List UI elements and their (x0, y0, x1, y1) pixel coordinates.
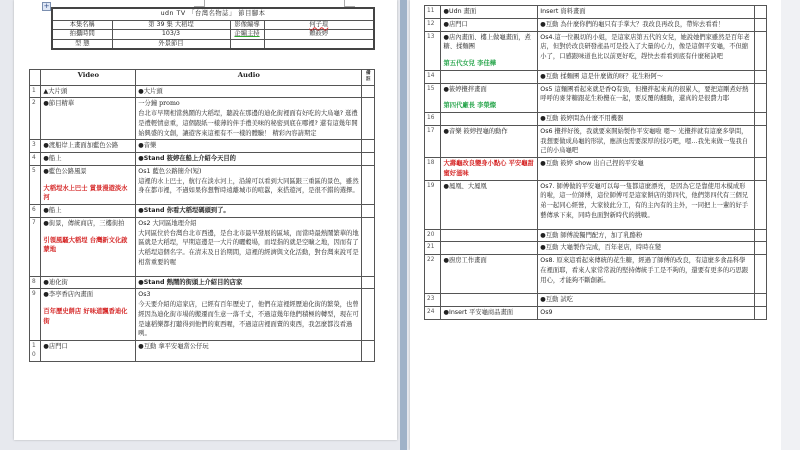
video-cell: ●船上 (41, 205, 136, 218)
script-table-left (29, 69, 375, 362)
table-row: 18 大壽龜改良變身小點心 平安龜甜蜜好滋味 ●互動 筱婷 show 出自己捏的平安龜 (425, 158, 767, 181)
episode-label: 本集名稱 (52, 20, 112, 30)
table-row: 8 ●迪化街 ●Stand 熱鬧的街頭上介紹目的店家 (30, 276, 375, 289)
audio-cell: Insert 資料畫面 (538, 6, 754, 19)
table-row: 24 ●Insert 平安龜商品畫面 Os9 (425, 307, 767, 320)
video-cell: ●店門口 (41, 341, 136, 362)
table-row: 13 ●店內畫面、樓上做龜畫面，煮糖、揉麵團 第五代女兒 李佳樺 Os4.這一位親切的小姐，是這家店第五代的女兒，她說她們家雖然是百年老店，但對於改良研發產品可是投入了大量的心力，像是這個平安龜，不但縮小了，口感跟味道也比以前更好吃，趕快去看看到底有什麼秘訣吧 (425, 31, 767, 70)
audio-cell (136, 289, 362, 341)
video-caption: 大稻埕水上巴士 賞景漫遊淡水河 (43, 184, 128, 202)
table-row: 15 ●筱婷攪拌畫面 第四代廠長 李榮燦 Os5 這麵團看起來就是香Q有勁，但攪拌起來真的很累人，要把這剛煮好熱呼呼的麥芽糖跟花生粉攪在一起，要反覆的翻動，還真的是很費力耶 (425, 83, 767, 113)
video-cell: ●鳳凰、大鳳凰 (441, 180, 538, 229)
audio-cell: Os8. 原來這看起來傳統的花生糖，經過了師傅的改良，有這麼多食品科學在裡面耶，看來人家常常說的堅持傳統手工是不夠的，還要有更多的巧思跟用心，才能夠不斷創新。 (538, 255, 754, 294)
note-cell (362, 217, 375, 276)
note-cell (754, 229, 766, 242)
table-row: 7 ●街景，傳統商店，三樓街拍 引領風騷大稻埕 台灣新文化啟蒙地 Os2 大同區地理介紹 大同區位於台灣台北市西邊，是台北市最早發展的區域，而當時最熱鬧繁華的地區就是大稻埕，早期這邊是一大片的曬穀場，而埕指的就是空曠之地，因而有了大稻埕這個名字。在清末及日治期間，這裡的經濟與文化活動，對台灣來說可是相當重要的喔 (30, 217, 375, 276)
audio-heading: Os2 大同區地理介紹 (138, 219, 197, 227)
video-cell: ●Insert 平安龜商品畫面 (441, 307, 538, 320)
note-cell (362, 98, 375, 140)
video-cell (441, 70, 538, 83)
note-cell (362, 341, 375, 362)
note-cell (754, 158, 766, 181)
audio-cell (136, 217, 362, 276)
table-row: 9 ●李亭香店內畫面 百年歷史餅店 好味道飄香迪化街 Os3 今天要介紹的這家店，已經有百年歷史了，他們在這裡經歷迪化街的繁榮，也曾經因為迪化街市場的搬遷而生意一落千丈，不過這幾年他們積極的轉型，現在可是連稻樂都打聽得到他們的東西喔，不過這店裡面賣的東西，我怎麼都沒看過咧。 (30, 289, 375, 341)
table-row: 23 ●互動 試吃 (425, 294, 767, 307)
table-row: 22 ●廚房工作畫面 Os8. 原來這看起來傳統的花生糖，經過了師傅的改良，有這麼多食品科學在裡面耶，看來人家常常說的堅持傳統手工是不夠的，還要有更多的巧思跟用心，才能夠不斷創新。 (425, 255, 767, 294)
audio-cell: ●互動 師傅說獨門配方，加了乳酪粉 (538, 229, 754, 242)
video-cell: ●藍色公路風景 大稻埕水上巴士 賞景漫遊淡水河 (41, 165, 136, 204)
video-cell: ●筱婷攪拌畫面 第四代廠長 李榮燦 (441, 83, 538, 113)
page-corner-mark (194, 0, 205, 7)
video-cell (441, 294, 538, 307)
video-cell (441, 242, 538, 255)
shoot-date-label: 拍攝時間 (52, 30, 112, 40)
note-header: 備註 (362, 70, 375, 86)
director-value: 何子瑄 (264, 20, 374, 30)
note-cell (754, 18, 766, 31)
num-header (30, 70, 41, 86)
note-cell (754, 180, 766, 229)
document-page-right[interactable] (410, 0, 781, 450)
table-row: 3 ●渡船岸上畫面加藍色公路 ●音樂 (30, 140, 375, 153)
video-cell: ●店門口 (441, 18, 538, 31)
host-label: 企編主持 (230, 30, 264, 40)
note-cell (754, 255, 766, 294)
format-value: 外景節目 (112, 39, 230, 49)
video-caption: 百年歷史餅店 好味道飄香迪化街 (43, 308, 128, 325)
video-cell: ▲大片頭 (41, 85, 136, 98)
audio-cell: ●大片頭 (136, 85, 362, 98)
note-cell (754, 70, 766, 83)
audio-text: 這裡的水上巴士，航行在淡水河上，沿線可以看到大同區跟三重區的景色，雖然身在都市裡，不過如果你想暫時遠離城市的喧囂，來搭遊河，是很不錯的選擇。 (138, 177, 359, 195)
video-cell: ●李亭香店內畫面 百年歷史餅店 好味道飄香迪化街 (41, 289, 136, 341)
video-caption: 引領風騷大稻埕 台灣新文化啟蒙地 (43, 236, 128, 254)
table-row: 1 ▲大片頭 ●大片頭 (30, 85, 375, 98)
audio-cell: ●互動 拿平安龜當公仔玩 (136, 341, 362, 362)
note-cell (754, 125, 766, 157)
script-title: udn TV 「台灣名物誌」 節目腳本 (52, 8, 374, 20)
table-row: 21 ●互動 大龜製作完成，百年老店，時時在變 (425, 242, 767, 255)
table-move-handle-icon[interactable]: + (43, 2, 50, 10)
video-cell: ●節目精華 (41, 98, 136, 140)
audio-text: 大同區位於台灣台北市西邊，是台北市最早發展的區域，而當時最熱鬧繁華的地區就是大稻埕，早期這邊是一大片的曬穀場，而埕指的就是空曠之地，因而有了大稻埕這個名字。在清末及日治期間，這裡的經濟與文化活動，對台灣來說可是相當重要的喔 (138, 229, 359, 266)
note-cell (362, 205, 375, 218)
note-cell (362, 153, 375, 166)
page-corner-mark (344, 0, 355, 7)
video-header: Video (41, 70, 136, 86)
note-cell (754, 6, 766, 19)
audio-cell: ●Stand 熱鬧的街頭上介紹目的店家 (136, 276, 362, 289)
audio-text: 今天要介紹的這家店，已經有百年歷史了，他們在這裡經歷迪化街的繁榮，也曾經因為迪化街市場的搬遷而生意一落千丈，不過這幾年他們積極的轉型，現在可是連稻樂都打聽得到他們的東西喔，不過這店裡面賣的東西，我怎麼都沒看過咧。 (138, 301, 359, 338)
audio-cell: ●Stand 筱婷在船上介紹今天目的 (136, 153, 362, 166)
video-cell: ●街景，傳統商店，三樓街拍 引領風騷大稻埕 台灣新文化啟蒙地 (41, 217, 136, 276)
note-cell (754, 294, 766, 307)
table-row: 2 ●節目精華 一分鐘 promo 台北市早期相當熱鬧的大稻埕，聽說在那邊的迪化街裡面有好吃的大烏龜? 逛禮是禮輕情意重，這個跟紙一樣薄的伴手禮美味的秘密到底在哪裡? 還有這幾年開始興盛的文創，讓遊客來這裡有不一樣的體驗！ 精彩內容請期定 (30, 98, 375, 140)
note-cell (754, 307, 766, 320)
director-label: 影像編導 (230, 20, 264, 30)
table-row: 12 ●店門口 ●互動 為什麼你們的龜只有手掌大？我改良再改良，帶妳去看看！ (425, 18, 767, 31)
audio-heading: Os1 藍色公路簡介(短) (138, 167, 202, 175)
audio-cell: ●互動 為什麼你們的龜只有手掌大？我改良再改良，帶妳去看看！ (538, 18, 754, 31)
header-info-table (51, 7, 375, 50)
audio-cell: ●互動 揉麵團 這是什麼做的呀？花生粉阿～ (538, 70, 754, 83)
audio-cell (136, 98, 362, 140)
audio-cell: ●Stand 你看大稻埕碼頭到了。 (136, 205, 362, 218)
audio-cell: Os6 攪拌好後，我就要來開始製作平安龜啦 嗯～ 光攪拌就有這麼多學問，我想要做成烏龜的形狀，應該也需要深厚的技巧吧，嗯…我先來做一隻我自己的小烏龜吧 (538, 125, 754, 157)
note-cell (362, 276, 375, 289)
video-cell: ●廚房工作畫面 (441, 255, 538, 294)
video-cell: ●Udn 畫面 (441, 6, 538, 19)
table-header-row (30, 70, 375, 86)
audio-cell: Os5 這麵團看起來就是香Q有勁，但攪拌起來真的很累人，要把這剛煮好熱呼呼的麥芽糖跟花生粉攪在一起，要反覆的翻動，還真的是很費力耶 (538, 83, 754, 113)
audio-cell (136, 165, 362, 204)
audio-cell: Os7. 師傅做的平安龜可以每一隻都這麼漂亮，是因為它是靠使用木模成形的啦，這一位師傅，這位師傅可是這家餅店的第四代，他們第四代有三個兄弟一起同心經營，大家彼此分工，有的主內有的主外，一同把上一輩的好手藝傳承下來，同時也面對新時代的挑戰。 (538, 180, 754, 229)
table-row: 10 ●店門口 ●互動 拿平安龜當公仔玩 (30, 341, 375, 362)
page-divider (400, 0, 407, 450)
note-cell (754, 83, 766, 113)
table-row: 17 ●音樂 筱婷捏龜的動作 Os6 攪拌好後，我就要來開始製作平安龜啦 嗯～ 光攪拌就有這麼多學問，我想要做成烏龜的形狀，應該也需要深厚的技巧吧，嗯…我先來做一隻我自己的小烏龜吧 (425, 125, 767, 157)
audio-cell: ●互動 大龜製作完成，百年老店，時時在變 (538, 242, 754, 255)
audio-cell: ●互動 試吃 (538, 294, 754, 307)
video-cell: ●店內畫面、樓上做龜畫面，煮糖、揉麵團 第五代女兒 李佳樺 (441, 31, 538, 70)
note-cell (362, 85, 375, 98)
table-row: 11 ●Udn 畫面 Insert 資料畫面 (425, 6, 767, 19)
episode-value: 第 39 集 大稻埕 (112, 20, 230, 30)
audio-cell: ●音樂 (136, 140, 362, 153)
audio-heading: 一分鐘 promo (138, 100, 180, 108)
note-cell (362, 289, 375, 341)
host-value: 賴筱婷 (264, 30, 374, 40)
audio-cell: ●互動 筱婷問為什麼不用機器 (538, 113, 754, 126)
audio-cell: Os9 (538, 307, 754, 320)
video-cell: ●音樂 筱婷捏龜的動作 (441, 125, 538, 157)
audio-text: 台北市早期相當熱鬧的大稻埕，聽說在那邊的迪化街裡面有好吃的大烏龜? 逛禮是禮輕情意重，這個跟紙一樣薄的伴手禮美味的秘密到底在哪裡? 還有這幾年開始興盛的文創，讓遊客來這裡有不一樣的體驗！ 精彩內容請期定 (138, 110, 358, 137)
audio-heading: Os3 (138, 291, 151, 299)
table-row: 20 ●互動 師傅說獨門配方，加了乳酪粉 (425, 229, 767, 242)
video-caption: 第五代女兒 李佳樺 (443, 60, 497, 67)
note-cell (754, 31, 766, 70)
script-table-right (424, 5, 767, 320)
table-row: 19 ●鳳凰、大鳳凰 Os7. 師傅做的平安龜可以每一隻都這麼漂亮，是因為它是靠使用木模成形的啦，這一位師傅，這位師傅可是這家餅店的第四代，他們第四代有三個兄弟一起同心經營，大家彼此分工，有的主內有的主外，一同把上一輩的好手藝傳承下來，同時也面對新時代的挑戰。 (425, 180, 767, 229)
table-row: 16 ●互動 筱婷問為什麼不用機器 (425, 113, 767, 126)
shoot-date-value: 103/3 (112, 30, 230, 40)
format-empty-2 (264, 39, 374, 49)
format-label: 型 態 (52, 39, 112, 49)
table-row: 5 ●藍色公路風景 大稻埕水上巴士 賞景漫遊淡水河 Os1 藍色公路簡介(短) 這裡的水上巴士，航行在淡水河上，沿線可以看到大同區跟三重區的景色，雖然身在都市裡，不過如果你想暫時遠離城市的喧囂，來搭遊河，是很不錯的選擇。 (30, 165, 375, 204)
video-cell (441, 113, 538, 126)
video-cell (441, 229, 538, 242)
format-empty-1 (230, 39, 264, 49)
audio-cell: ●互動 筱婷 show 出自己捏的平安龜 (538, 158, 754, 181)
note-cell (362, 165, 375, 204)
audio-cell: Os4.這一位親切的小姐，是這家店第五代的女兒，她說她們家雖然是百年老店，但對於改良研發產品可是投入了大量的心力，像是這個平安龜，不但縮小了，口感跟味道也比以前更好吃，趕快去看看到底有什麼秘訣吧 (538, 31, 754, 70)
table-row: 14 ●互動 揉麵團 這是什麼做的呀？花生粉阿～ (425, 70, 767, 83)
table-row: 4 ●船上 ●Stand 筱婷在船上介紹今天目的 (30, 153, 375, 166)
video-caption: 第四代廠長 李榮燦 (443, 102, 497, 110)
note-cell (362, 140, 375, 153)
video-cell: ●渡船岸上畫面加藍色公路 (41, 140, 136, 153)
window-right-gutter (781, 0, 800, 450)
video-cell: ●迪化街 (41, 276, 136, 289)
note-cell (754, 113, 766, 126)
video-caption: 大壽龜改良變身小點心 平安龜甜蜜好滋味 (441, 158, 538, 181)
note-cell (754, 242, 766, 255)
table-row: 6 ●船上 ●Stand 你看大稻埕碼頭到了。 (30, 205, 375, 218)
audio-header: Audio (136, 70, 362, 86)
video-cell: ●船上 (41, 153, 136, 166)
